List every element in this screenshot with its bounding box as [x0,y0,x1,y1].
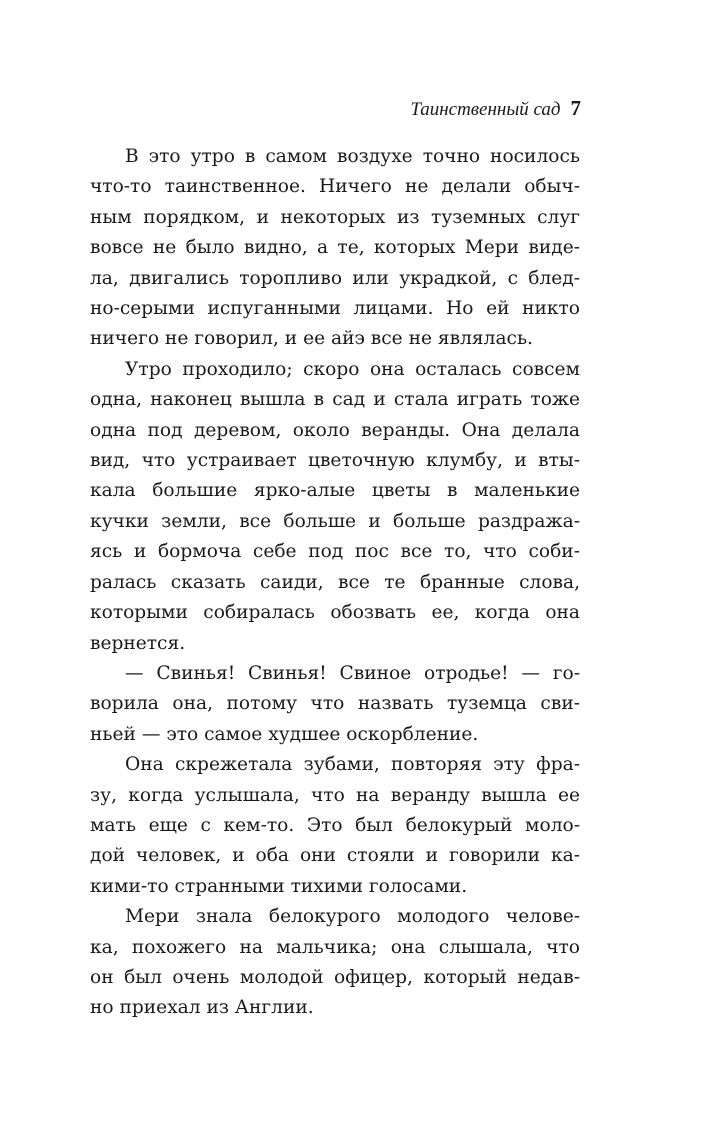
text-line: но-серыми испуганными лицами. Но ей никто [90,298,580,320]
text-line: одна, наконец вышла в сад и стала играть тоже [90,389,580,411]
text-line: ка, похожего на мальчика; она слышала, что [90,936,580,958]
text-line: ничего не говорил, и ее айэ все не являлась. [90,328,533,350]
text-line: зу, когда услышала, что на веранду вышла ее [90,784,580,806]
page-number: 7 [570,96,581,120]
text-line: но приехал из Англии. [90,997,314,1019]
text-line: что-то таинственное. Ничего не делали обыч- [90,176,580,198]
text-line: ворила она, потому что назвать туземца сви- [90,693,580,715]
running-header [410,93,581,125]
text-line: ясь и бормоча себе под пос все то, что соби- [90,541,580,563]
text-line: В это утро в самом воздухе точно носилось [125,146,580,167]
text-line: кими-то странными тихими голосами. [90,875,468,897]
text-line: — Свинья! Свинья! Свиное отродье! — го- [125,662,580,684]
running-title: Таинственный сад [410,99,561,120]
text-line: ньей — это самое худшее оскорбление. [90,723,479,745]
text-line: вид, что устраивает цветочную клумбу, и вты- [90,450,580,472]
text-line: мать еще с кем-то. Это был белокурый моло- [90,814,580,836]
text-line: вовсе не было видно, а те, которых Мери виде- [90,237,580,259]
text-line: вернется. [90,632,186,654]
text-line: он был очень молодой офицер, который недав- [90,966,580,988]
body-text [90,142,580,1024]
text-line: одна под деревом, около веранды. Она делала [90,419,580,441]
text-line: которыми собиралась обозвать ее, когда она [90,602,580,624]
text-line: дой человек, и оба они стояли и говорили ка- [90,845,580,867]
text-line: кала большие ярко-алые цветы в маленькие [90,480,580,502]
text-line: ралась сказать саиди, все те бранные слова, [90,571,580,593]
text-line: кучки земли, все больше и больше раздража- [90,510,580,532]
text-line: Мери знала белокурого молодого челове- [125,906,580,928]
text-line: ным порядком, и некоторых из туземных слуг [90,206,580,228]
text-line: Она скрежетала зубами, повторяя эту фра- [125,754,580,776]
text-line: Утро проходило; скоро она осталась совсем [125,358,580,380]
text-line: ла, двигались торопливо или украдкой, с блед- [90,267,580,289]
